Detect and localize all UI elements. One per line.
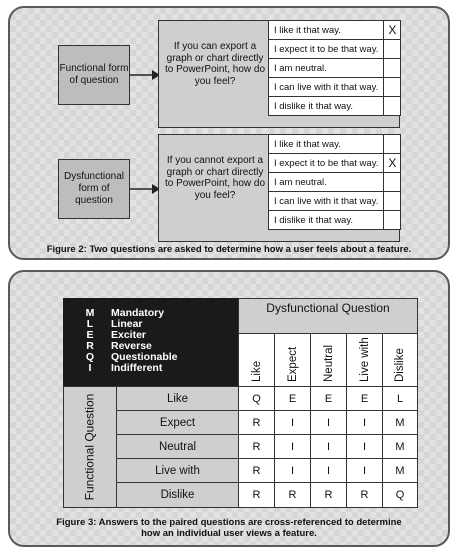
option-mark[interactable] bbox=[384, 135, 401, 154]
option-mark[interactable]: X bbox=[384, 154, 401, 173]
column-header-like bbox=[238, 333, 275, 387]
column-header-text: Live with bbox=[358, 337, 371, 382]
result-cell: I bbox=[274, 434, 311, 459]
result-cell: R bbox=[238, 434, 275, 459]
result-cell: R bbox=[274, 482, 311, 508]
option-mark[interactable] bbox=[384, 59, 401, 78]
result-cell: I bbox=[346, 434, 383, 459]
option-mark[interactable] bbox=[384, 97, 401, 116]
figure-3-caption bbox=[10, 517, 448, 539]
option-row bbox=[269, 135, 401, 154]
column-header-text: Dislike bbox=[394, 348, 406, 382]
option-row bbox=[269, 59, 401, 78]
option-row bbox=[269, 192, 401, 211]
functional-question-text: If you can export a graph or chart directly to PowerPoint, how do you feel? bbox=[164, 41, 266, 87]
result-cell: M bbox=[382, 410, 418, 435]
functional-options-table bbox=[268, 20, 401, 116]
legend-letter: L bbox=[86, 318, 94, 330]
result-cell: E bbox=[274, 386, 311, 411]
option-row bbox=[269, 173, 401, 192]
column-header-live-with bbox=[346, 333, 383, 387]
result-cell: R bbox=[346, 482, 383, 508]
legend-letter: M bbox=[85, 307, 95, 319]
result-cell: E bbox=[346, 386, 383, 411]
arrow-right-icon bbox=[130, 68, 160, 82]
figure-3-caption-line-1: Figure 3: Answers to the paired questions are cross-referenced to determine bbox=[56, 517, 402, 528]
evaluation-legend bbox=[63, 298, 243, 386]
column-header-neutral bbox=[310, 333, 347, 387]
result-cell: R bbox=[238, 410, 275, 435]
option-text: I expect it to be that way. bbox=[269, 40, 384, 59]
option-text: I dislike it that way. bbox=[269, 97, 384, 116]
option-row bbox=[269, 40, 401, 59]
legend-letter: R bbox=[86, 340, 94, 352]
result-cell: M bbox=[382, 434, 418, 459]
dysfunctional-form-label: Dysfunctional form of question bbox=[63, 171, 125, 206]
legend-word: Linear bbox=[111, 318, 143, 330]
option-text: I dislike it that way. bbox=[269, 211, 384, 230]
row-header-text: Neutral bbox=[158, 440, 197, 453]
column-header-text: Expect bbox=[286, 346, 299, 382]
option-text: I like it that way. bbox=[269, 135, 384, 154]
result-cell: I bbox=[346, 458, 383, 483]
functional-form-label: Functional form of question bbox=[59, 63, 129, 86]
option-row bbox=[269, 78, 401, 97]
option-row bbox=[269, 211, 401, 230]
row-header-text: Dislike bbox=[160, 489, 195, 501]
legend-letter: E bbox=[86, 329, 94, 341]
figure-3-panel bbox=[8, 270, 450, 547]
legend-word: Mandatory bbox=[111, 307, 165, 319]
option-row bbox=[269, 97, 401, 116]
row-header-text: Like bbox=[166, 392, 189, 405]
option-mark[interactable] bbox=[384, 192, 401, 211]
column-header-expect bbox=[274, 333, 311, 387]
legend-word: Exciter bbox=[111, 329, 147, 341]
result-cell: Q bbox=[382, 482, 418, 508]
result-cell: I bbox=[346, 410, 383, 435]
figure-2-caption: Figure 2: Two questions are asked to determine how a user feels about a feature. bbox=[46, 244, 412, 255]
row-header-text: Live with bbox=[155, 464, 200, 477]
result-cell: R bbox=[238, 458, 275, 483]
result-cell: Q bbox=[238, 386, 275, 411]
functional-form-box bbox=[58, 45, 130, 105]
result-cell: R bbox=[238, 482, 275, 508]
row-header-text: Expect bbox=[159, 416, 196, 429]
functional-header-text: Functional Question bbox=[82, 393, 97, 501]
result-cell: R bbox=[310, 482, 347, 508]
dysfunctional-form-box bbox=[58, 159, 130, 219]
figure-2-panel bbox=[8, 6, 450, 260]
dysfunctional-header-text: Dysfunctional Question bbox=[266, 301, 390, 315]
option-mark[interactable] bbox=[384, 40, 401, 59]
option-mark[interactable] bbox=[384, 173, 401, 192]
functional-question-header bbox=[63, 386, 117, 508]
result-cell: E bbox=[310, 386, 347, 411]
legend-word: Questionable bbox=[111, 351, 178, 363]
row-header-like bbox=[116, 386, 239, 411]
legend-letter: Q bbox=[85, 351, 95, 363]
option-mark[interactable]: X bbox=[384, 21, 401, 40]
option-mark[interactable] bbox=[384, 211, 401, 230]
option-row bbox=[269, 154, 401, 173]
result-cell: I bbox=[310, 410, 347, 435]
legend-word: Indifferent bbox=[111, 362, 163, 374]
row-header-neutral bbox=[116, 434, 239, 459]
row-header-live-with bbox=[116, 458, 239, 483]
column-header-dislike bbox=[382, 333, 418, 387]
option-text: I am neutral. bbox=[269, 59, 384, 78]
result-cell: I bbox=[310, 434, 347, 459]
result-cell: I bbox=[274, 458, 311, 483]
result-cell: I bbox=[274, 410, 311, 435]
option-text: I expect it to be that way. bbox=[269, 154, 384, 173]
arrow-right-icon bbox=[130, 182, 160, 196]
option-text: I can live with it that way. bbox=[269, 192, 384, 211]
column-header-text: Like bbox=[250, 360, 263, 382]
option-row bbox=[269, 21, 401, 40]
legend-letter: I bbox=[88, 362, 92, 374]
column-header-text: Neutral bbox=[322, 344, 335, 382]
option-text: I like it that way. bbox=[269, 21, 384, 40]
dysfunctional-options-table bbox=[268, 134, 401, 230]
option-text: I am neutral. bbox=[269, 173, 384, 192]
result-cell: L bbox=[382, 386, 418, 411]
dysfunctional-question-header bbox=[238, 298, 418, 334]
legend-word: Reverse bbox=[111, 340, 152, 352]
dysfunctional-question-text: If you cannot export a graph or chart directly to PowerPoint, how do you feel? bbox=[164, 155, 266, 201]
row-header-expect bbox=[116, 410, 239, 435]
result-cell: M bbox=[382, 458, 418, 483]
option-text: I can live with it that way. bbox=[269, 78, 384, 97]
result-cell: I bbox=[310, 458, 347, 483]
row-header-dislike bbox=[116, 482, 239, 508]
figure-3-caption-line-2: how an individual user views a feature. bbox=[141, 528, 317, 539]
option-mark[interactable] bbox=[384, 78, 401, 97]
